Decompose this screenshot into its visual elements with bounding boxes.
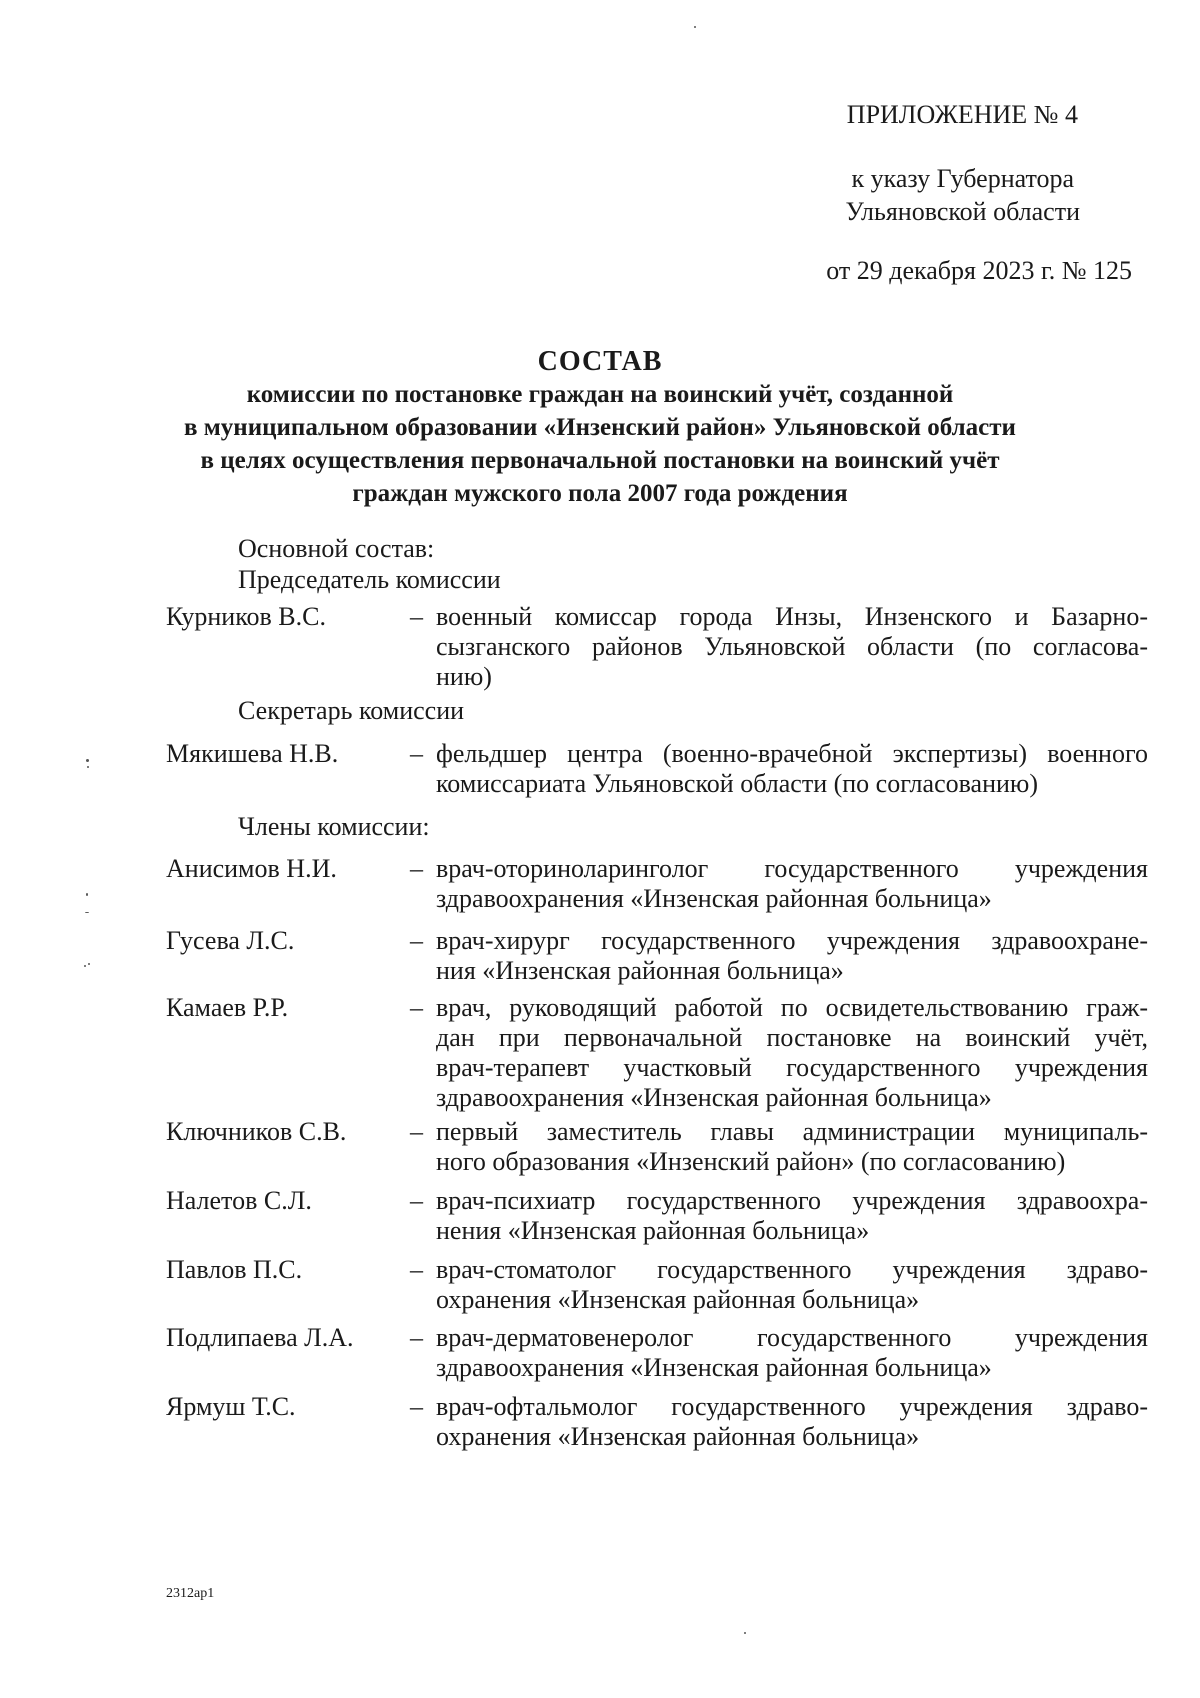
scan-speck xyxy=(86,893,88,896)
person-position xyxy=(436,926,1148,986)
person-position xyxy=(436,993,1148,1113)
members-label: Члены комиссии: xyxy=(238,812,430,841)
appendix-decree-reference xyxy=(846,162,1080,228)
dash: – xyxy=(410,1392,423,1421)
person-name: Камаев Р.Р. xyxy=(166,993,289,1022)
person-name: Гусева Л.С. xyxy=(166,926,295,955)
person-position xyxy=(436,1392,1148,1452)
position-line: первый заместитель главы администрации муниципаль- xyxy=(436,1117,1148,1146)
dash: – xyxy=(410,602,423,631)
position-line: врач-офтальмолог государственного учреждения здраво- xyxy=(436,1392,1148,1421)
position-line: врач-хирург государственного учреждения здравоохране- xyxy=(436,926,1148,955)
subtitle-line: комиссии по постановке граждан на воинский учёт, созданной xyxy=(246,381,954,408)
position-line: охранения «Инзенская районная больница» xyxy=(436,1285,920,1314)
position-line: врач-оториноларинголог государственного учреждения xyxy=(436,854,1148,883)
position-line: здравоохранения «Инзенская районная больница» xyxy=(436,884,992,913)
person-position xyxy=(436,1186,1148,1246)
position-line: ного образования «Инзенский район» (по согласованию) xyxy=(436,1147,1066,1176)
person-name: Подлипаева Л.А. xyxy=(166,1323,354,1352)
position-line: дан при первоначальной постановке на воинский учёт, xyxy=(436,1023,1148,1052)
scan-speck xyxy=(85,912,89,913)
document-subtitle xyxy=(0,378,1200,510)
person-name: Анисимов Н.И. xyxy=(166,854,337,883)
decree-line-1: к указу Губернатора xyxy=(851,164,1075,193)
position-line: врач-дерматовенеролог государственного учреждения xyxy=(436,1323,1148,1352)
scan-speck xyxy=(694,26,696,28)
dash: – xyxy=(410,1323,423,1352)
appendix-title: ПРИЛОЖЕНИЕ № 4 xyxy=(846,100,1078,129)
person-position xyxy=(436,602,1148,692)
person-name: Налетов С.Л. xyxy=(166,1186,312,1215)
person-name: Ключников С.В. xyxy=(166,1117,347,1146)
position-line: врач-терапевт участковый государственного учреждения xyxy=(436,1053,1148,1082)
person-position xyxy=(436,1323,1148,1383)
person-name: Ярмуш Т.С. xyxy=(166,1392,296,1421)
position-line: комиссариата Ульяновской области (по согласованию) xyxy=(436,769,1038,798)
person-position xyxy=(436,739,1148,799)
dash: – xyxy=(410,1255,423,1284)
dash: – xyxy=(410,1186,423,1215)
subtitle-line: в муниципальном образовании «Инзенский район» Ульяновской области xyxy=(184,414,1016,441)
position-line: врач-психиатр государственного учреждения здравоохра- xyxy=(436,1186,1148,1215)
person-position xyxy=(436,854,1148,914)
position-line: нения «Инзенская районная больница» xyxy=(436,1216,870,1245)
appendix-date: от 29 декабря 2023 г. № 125 xyxy=(826,256,1132,285)
chairman-label: Председатель комиссии xyxy=(238,565,501,594)
document-code: 2312ap1 xyxy=(166,1586,215,1601)
dash: – xyxy=(410,854,423,883)
position-line: здравоохранения «Инзенская районная больница» xyxy=(436,1083,992,1112)
position-line: нию) xyxy=(436,662,492,691)
position-line: ния «Инзенская районная больница» xyxy=(436,956,844,985)
position-line: здравоохранения «Инзенская районная больница» xyxy=(436,1353,992,1382)
main-composition-label: Основной состав: xyxy=(238,534,435,563)
dash: – xyxy=(410,993,423,1022)
person-position xyxy=(436,1117,1148,1177)
scan-speck xyxy=(84,965,86,967)
secretary-label: Секретарь комиссии xyxy=(238,696,465,725)
person-name: Курников В.С. xyxy=(166,602,326,631)
subtitle-line: в целях осуществления первоначальной постановки на воинский учёт xyxy=(200,447,1000,474)
subtitle-line: граждан мужского пола 2007 года рождения xyxy=(352,480,848,507)
scan-speck xyxy=(744,1632,746,1634)
position-line: врач, руководящий работой по освидетельствованию граж- xyxy=(436,993,1148,1022)
scan-speck xyxy=(87,766,89,768)
position-line: охранения «Инзенская районная больница» xyxy=(436,1422,920,1451)
position-line: врач-стоматолог государственного учреждения здраво- xyxy=(436,1255,1148,1284)
position-line: сызганского районов Ульяновской области (по согласова- xyxy=(436,632,1148,661)
dash: – xyxy=(410,739,423,768)
dash: – xyxy=(410,926,423,955)
dash: – xyxy=(410,1117,423,1146)
document-title: СОСТАВ xyxy=(537,346,663,377)
scan-speck xyxy=(88,963,90,965)
decree-line-2: Ульяновской области xyxy=(845,197,1080,226)
person-position xyxy=(436,1255,1148,1315)
person-name: Павлов П.С. xyxy=(166,1255,303,1284)
person-name: Мякишева Н.В. xyxy=(166,739,339,768)
scan-speck xyxy=(86,759,89,762)
position-line: военный комиссар города Инзы, Инзенского и Базарно- xyxy=(436,602,1148,631)
position-line: фельдшер центра (военно-врачебной экспертизы) военного xyxy=(436,739,1148,768)
